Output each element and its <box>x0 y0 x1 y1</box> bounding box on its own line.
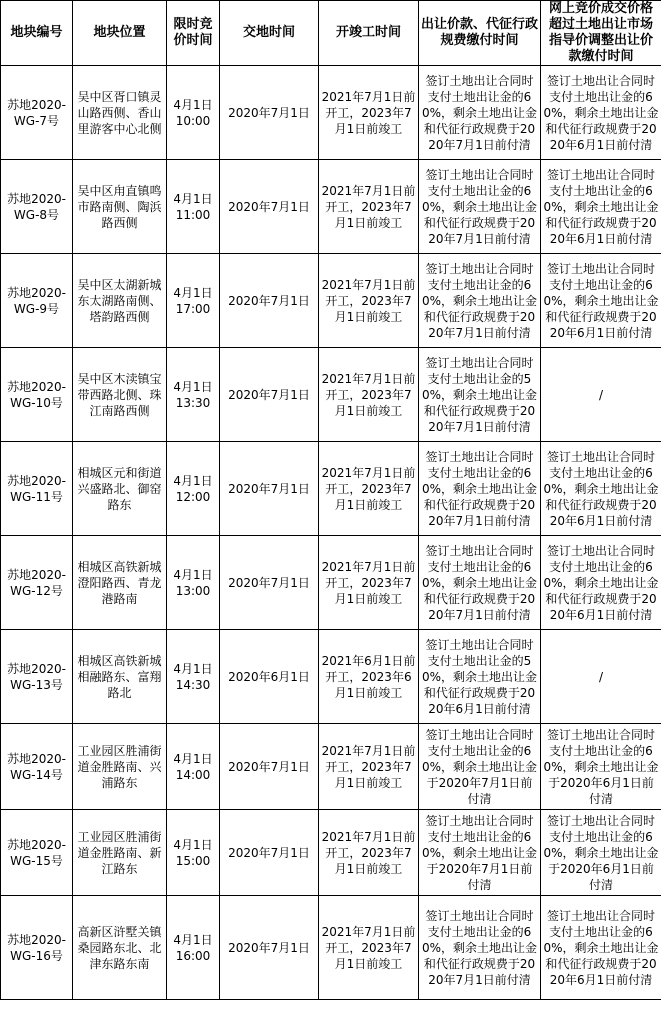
delivery-time: 2020年6月1日 <box>220 630 319 724</box>
construction-time: 2021年7月1日前开工，2023年7月1日前竣工 <box>319 348 419 442</box>
auction-time: 4月1日 12:00 <box>167 442 220 536</box>
construction-time: 2021年7月1日前开工，2023年7月1日前竣工 <box>319 724 419 810</box>
auction-time: 4月1日 10:00 <box>167 66 220 160</box>
auction-time: 4月1日 15:00 <box>167 810 220 896</box>
payment-time: 签订土地出让合同时支付土地出让金的60%，剩余土地出让金于2020年7月1日前付清 <box>419 724 541 810</box>
construction-time: 2021年7月1日前开工，2023年7月1日前竣工 <box>319 896 419 1000</box>
parcel-id: 苏地2020-WG-12号 <box>1 536 73 630</box>
parcel-id: 苏地2020-WG-14号 <box>1 724 73 810</box>
table-row <box>1 442 661 536</box>
parcel-id: 苏地2020-WG-13号 <box>1 630 73 724</box>
auction-time: 4月1日 14:30 <box>167 630 220 724</box>
table-row <box>1 66 661 160</box>
adjusted-payment-time: 签订土地出让合同时支付土地出让金的60%，剩余土地出让金于2020年6月1日前付清 <box>541 810 661 896</box>
parcel-id: 苏地2020-WG-15号 <box>1 810 73 896</box>
parcel-id: 苏地2020-WG-10号 <box>1 348 73 442</box>
adjusted-payment-time: 签订土地出让合同时支付土地出让金的60%，剩余土地出让金和代征行政规费于2020年6月1日前付清 <box>541 66 661 160</box>
delivery-time: 2020年7月1日 <box>220 896 319 1000</box>
delivery-time: 2020年7月1日 <box>220 254 319 348</box>
auction-time: 4月1日 16:00 <box>167 896 220 1000</box>
header-adjusted-payment-time: 网上竞价成交价格超过土地出让市场指导价调整出让价款缴付时间 <box>541 1 661 66</box>
adjusted-payment-time: / <box>541 630 661 724</box>
parcel-id: 苏地2020-WG-11号 <box>1 442 73 536</box>
parcel-location: 工业园区胜浦街道金胜路南、兴浦路东 <box>73 724 167 810</box>
construction-time: 2021年6月1日前开工，2023年6月1日前竣工 <box>319 630 419 724</box>
adjusted-payment-time: 签订土地出让合同时支付土地出让金的60%，剩余土地出让金和代征行政规费于2020年6月1日前付清 <box>541 160 661 254</box>
adjusted-payment-time: 签订土地出让合同时支付土地出让金的60%，剩余土地出让金于2020年6月1日前付清 <box>541 724 661 810</box>
delivery-time: 2020年7月1日 <box>220 536 319 630</box>
adjusted-payment-time: 签订土地出让合同时支付土地出让金的60%，剩余土地出让金和代征行政规费于2020年6月1日前付清 <box>541 896 661 1000</box>
adjusted-payment-time: 签订土地出让合同时支付土地出让金的60%，剩余土地出让金和代征行政规费于2020年6月1日前付清 <box>541 442 661 536</box>
table-row <box>1 810 661 896</box>
header-auction-time: 限时竞价时间 <box>167 1 220 66</box>
adjusted-payment-time: 签订土地出让合同时支付土地出让金的60%，剩余土地出让金和代征行政规费于2020年6月1日前付清 <box>541 254 661 348</box>
parcel-location: 吴中区太湖新城东太湖路南侧、塔韵路西侧 <box>73 254 167 348</box>
parcel-id: 苏地2020-WG-16号 <box>1 896 73 1000</box>
header-payment-time: 出让价款、代征行政规费缴付时间 <box>419 1 541 66</box>
construction-time: 2021年7月1日前开工，2023年7月1日前竣工 <box>319 254 419 348</box>
parcel-location: 高新区浒墅关镇桑园路东北、北津东路东南 <box>73 896 167 1000</box>
delivery-time: 2020年7月1日 <box>220 160 319 254</box>
delivery-time: 2020年7月1日 <box>220 348 319 442</box>
parcel-location: 吴中区木渎镇宝带西路北侧、珠江南路西侧 <box>73 348 167 442</box>
payment-time: 签订土地出让合同时支付土地出让金的60%，剩余土地出让金和代征行政规费于2020年7月1日前付清 <box>419 442 541 536</box>
table-header-row <box>1 1 661 66</box>
parcel-location: 相城区高铁新城相融路东、富翔路北 <box>73 630 167 724</box>
payment-time: 签订土地出让合同时支付土地出让金的60%，剩余土地出让金和代征行政规费于2020年7月1日前付清 <box>419 160 541 254</box>
adjusted-payment-time: / <box>541 348 661 442</box>
table-row <box>1 536 661 630</box>
parcel-location: 工业园区胜浦街道金胜路南、新江路东 <box>73 810 167 896</box>
delivery-time: 2020年7月1日 <box>220 66 319 160</box>
parcel-location: 吴中区胥口镇灵山路西侧、香山里游客中心北侧 <box>73 66 167 160</box>
parcel-id: 苏地2020-WG-7号 <box>1 66 73 160</box>
construction-time: 2021年7月1日前开工，2023年7月1日前竣工 <box>319 536 419 630</box>
parcel-location: 吴中区甪直镇鸣市路南侧、陶浜路西侧 <box>73 160 167 254</box>
table-row <box>1 630 661 724</box>
auction-time: 4月1日 14:00 <box>167 724 220 810</box>
header-construction-time: 开竣工时间 <box>319 1 419 66</box>
header-delivery-time: 交地时间 <box>220 1 319 66</box>
payment-time: 签订土地出让合同时支付土地出让金的60%，剩余土地出让金和代征行政规费于2020年7月1日前付清 <box>419 254 541 348</box>
parcel-id: 苏地2020-WG-8号 <box>1 160 73 254</box>
table-row <box>1 348 661 442</box>
auction-time: 4月1日 17:00 <box>167 254 220 348</box>
header-parcel-id: 地块编号 <box>1 1 73 66</box>
parcel-location: 相城区高铁新城澄阳路西、青龙港路南 <box>73 536 167 630</box>
auction-time: 4月1日 13:30 <box>167 348 220 442</box>
parcel-id: 苏地2020-WG-9号 <box>1 254 73 348</box>
header-location: 地块位置 <box>73 1 167 66</box>
payment-time: 签订土地出让合同时支付土地出让金的50%，剩余土地出让金和代征行政规费于2020年7月1日前付清 <box>419 348 541 442</box>
delivery-time: 2020年7月1日 <box>220 724 319 810</box>
construction-time: 2021年7月1日前开工，2023年7月1日前竣工 <box>319 442 419 536</box>
payment-time: 签订土地出让合同时支付土地出让金的50%，剩余土地出让金和代征行政规费于2020年6月1日前付清 <box>419 630 541 724</box>
payment-time: 签订土地出让合同时支付土地出让金的60%，剩余土地出让金和代征行政规费于2020年7月1日前付清 <box>419 896 541 1000</box>
table-row <box>1 724 661 810</box>
construction-time: 2021年7月1日前开工，2023年7月1日前竣工 <box>319 160 419 254</box>
table-row <box>1 160 661 254</box>
table-row <box>1 896 661 1000</box>
table-row <box>1 254 661 348</box>
auction-time: 4月1日 11:00 <box>167 160 220 254</box>
payment-time: 签订土地出让合同时支付土地出让金的60%，剩余土地出让金于2020年7月1日前付清 <box>419 810 541 896</box>
payment-time: 签订土地出让合同时支付土地出让金的60%，剩余土地出让金和代征行政规费于2020年7月1日前付清 <box>419 66 541 160</box>
adjusted-payment-time: 签订土地出让合同时支付土地出让金的60%，剩余土地出让金和代征行政规费于2020年6月1日前付清 <box>541 536 661 630</box>
delivery-time: 2020年7月1日 <box>220 810 319 896</box>
construction-time: 2021年7月1日前开工，2023年7月1日前竣工 <box>319 66 419 160</box>
construction-time: 2021年7月1日前开工，2023年7月1日前竣工 <box>319 810 419 896</box>
parcel-location: 相城区元和街道兴盛路北、御窑路东 <box>73 442 167 536</box>
delivery-time: 2020年7月1日 <box>220 442 319 536</box>
payment-time: 签订土地出让合同时支付土地出让金的60%，剩余土地出让金和代征行政规费于2020年7月1日前付清 <box>419 536 541 630</box>
auction-time: 4月1日 13:00 <box>167 536 220 630</box>
